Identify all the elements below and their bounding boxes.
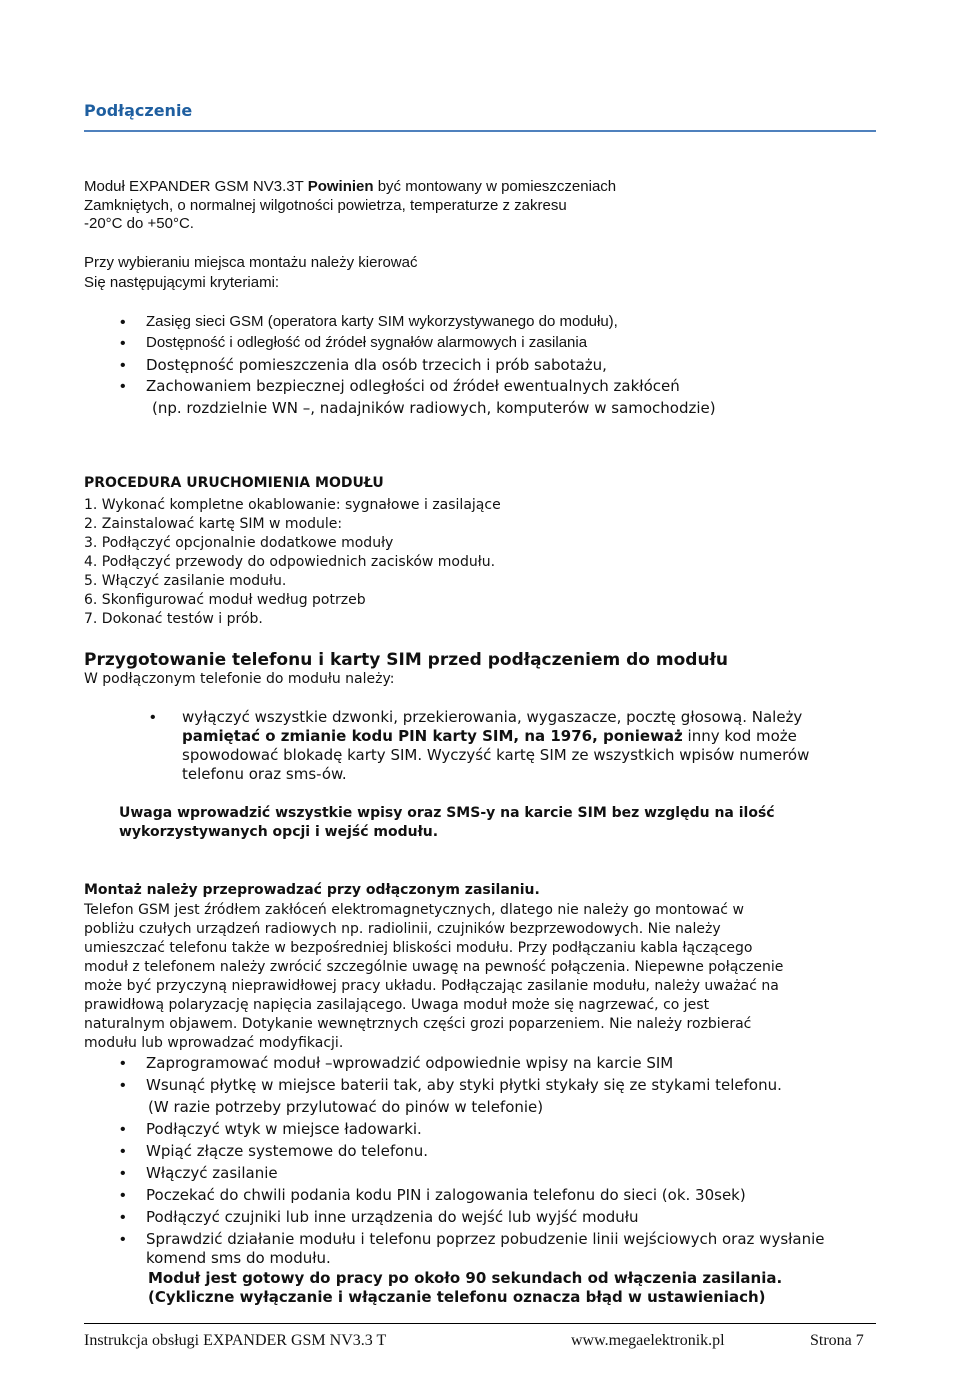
mount-step: Włączyć zasilanie: [146, 1164, 278, 1182]
criteria-item: Dostępność i odległość od źródeł sygnałów alarmowych i zasilania: [146, 334, 588, 351]
bullet: •: [120, 314, 126, 331]
mount-step: Podłączyć wtyk w miejsce ładowarki.: [146, 1120, 422, 1138]
phone-instruction-line: spowodować blokadę karty SIM. Wyczyść kartę SIM ze wszystkich wpisów numerów: [182, 746, 810, 764]
bullet: •: [120, 357, 126, 374]
mount-step: Wpiąć złącze systemowe do telefonu.: [146, 1142, 429, 1160]
mount-paragraph-line: pobliżu czułych urządzeń radiowych np. radiolinii, czujników bezprzewodowych. Nie należy: [84, 921, 721, 937]
mount-paragraph-line: modułu lub wprowadzać modyfikacji.: [84, 1035, 344, 1051]
mount-paragraph-line: prawidłową polaryzację napięcia zasilającego. Uwaga moduł może się nagrzewać, co jest: [84, 997, 710, 1013]
warning-line: wykorzystywanych opcji i wejść modułu.: [119, 824, 439, 840]
footer-rule: [84, 1323, 876, 1324]
bullet: •: [120, 1231, 126, 1248]
procedure-title: PROCEDURA URUCHOMIENIA MODUŁU: [84, 475, 384, 491]
intro-line-1: Moduł EXPANDER GSM NV3.3T Powinien być montowany w pomieszczeniach: [84, 178, 617, 195]
intro-line-3: -20°C do +50°C.: [84, 215, 194, 232]
mount-paragraph-line: może być przyczyną nieprawidłowej pracy układu. Podłączając zasilanie modułu, należy uważać na: [84, 978, 779, 994]
mount-paragraph-line: umieszczać telefonu także w bezpośredniej bliskości modułu. Przy podłączaniu kabla łączącego: [84, 940, 753, 956]
procedure-step: 3. Podłączyć opcjonalnie dodatkowe moduły: [84, 535, 394, 551]
intro-line-5: Się następującymi kryteriami:: [84, 274, 280, 291]
procedure-step: 1. Wykonać kompletne okablowanie: sygnałowe i zasilające: [84, 497, 501, 513]
mount-step: Poczekać do chwili podania kodu PIN i zalogowania telefonu do sieci (ok. 30sek): [146, 1186, 746, 1204]
bullet: •: [120, 1209, 126, 1226]
intro-line-2: Zamkniętych, o normalnej wilgotności powietrza, temperaturze z zakresu: [84, 197, 567, 214]
phone-instruction-line: telefonu oraz sms-ów.: [182, 765, 347, 783]
mount-title: Montaż należy przeprowadzać przy odłączonym zasilaniu.: [84, 882, 540, 898]
phone-section-subtitle: W podłączonym telefonie do modułu należy:: [84, 671, 395, 687]
bullet: •: [150, 709, 156, 726]
heading-rule: [84, 130, 876, 132]
footer-manual-title: Instrukcja obsługi EXPANDER GSM NV3.3 T: [84, 1332, 387, 1349]
bullet: •: [120, 1187, 126, 1204]
bullet: •: [120, 1055, 126, 1072]
procedure-step: 7. Dokonać testów i prób.: [84, 611, 263, 627]
footer-website: www.megaelektronik.pl: [571, 1332, 725, 1349]
procedure-step: 4. Podłączyć przewody do odpowiednich zacisków modułu.: [84, 554, 496, 570]
footer-page-number: Strona 7: [810, 1332, 864, 1349]
mount-paragraph-line: moduł z telefonem należy zwrócić szczególnie uwagę na pewność połączenia. Niepewne połączenie: [84, 959, 784, 975]
intro-line-4: Przy wybieraniu miejsca montażu należy kierować: [84, 254, 418, 271]
procedure-step: 2. Zainstalować kartę SIM w module:: [84, 516, 343, 532]
bullet: •: [120, 1077, 126, 1094]
bullet: •: [120, 1143, 126, 1160]
phone-section-title: Przygotowanie telefonu i karty SIM przed podłączeniem do modułu: [84, 650, 728, 670]
mount-paragraph-line: naturalnym objawem. Dotykanie wewnętrznych części grozi poparzeniem. Nie należy rozbierać: [84, 1016, 752, 1032]
bullet: •: [120, 378, 126, 395]
phone-instruction-line: wyłączyć wszystkie dzwonki, przekierowania, wygaszacze, pocztę głosową. Należy: [182, 708, 803, 726]
bullet: •: [120, 1165, 126, 1182]
criteria-item: Zachowaniem bezpiecznej odległości od źródeł ewentualnych zakłóceń: [146, 377, 680, 395]
mount-step: Wsunąć płytkę w miejsce baterii tak, aby styki płytki stykały się ze stykami telefonu.: [146, 1076, 782, 1094]
mount-paragraph-line: Telefon GSM jest źródłem zakłóceń elektromagnetycznych, dlatego nie należy go montować w: [84, 902, 744, 918]
procedure-step: 5. Włączyć zasilanie modułu.: [84, 573, 287, 589]
phone-instruction-line: pamiętać o zmianie kodu PIN karty SIM, na 1976, ponieważ inny kod może: [182, 727, 797, 745]
mount-step: Podłączyć czujniki lub inne urządzenia do wejść lub wyjść modułu: [146, 1208, 639, 1226]
final-note-line: (Cykliczne wyłączanie i włączanie telefonu oznacza błąd w ustawieniach): [148, 1288, 766, 1306]
bullet: •: [120, 335, 126, 352]
mount-step: Zaprogramować moduł –wprowadzić odpowiednie wpisy na karcie SIM: [146, 1054, 674, 1072]
mount-step-continuation: (W razie potrzeby przylutować do pinów w telefonie): [148, 1098, 544, 1116]
procedure-step: 6. Skonfigurować moduł według potrzeb: [84, 592, 366, 608]
criteria-item: Dostępność pomieszczenia dla osób trzecich i prób sabotażu,: [146, 356, 607, 374]
mount-step: Sprawdzić działanie modułu i telefonu poprzez pobudzenie linii wejściowych oraz wysłanie: [146, 1230, 825, 1248]
criteria-item: Zasięg sieci GSM (operatora karty SIM wykorzystywanego do modułu),: [146, 313, 618, 330]
mount-step-continuation: komend sms do modułu.: [146, 1249, 331, 1267]
bullet: •: [120, 1121, 126, 1138]
criteria-continuation: (np. rozdzielnie WN –, nadajników radiowych, komputerów w samochodzie): [152, 399, 716, 417]
final-note-line: Moduł jest gotowy do pracy po około 90 sekundach od włączenia zasilania.: [148, 1269, 783, 1287]
page-heading: Podłączenie: [84, 101, 193, 120]
warning-line: Uwaga wprowadzić wszystkie wpisy oraz SMS-y na karcie SIM bez względu na ilość: [119, 805, 775, 821]
